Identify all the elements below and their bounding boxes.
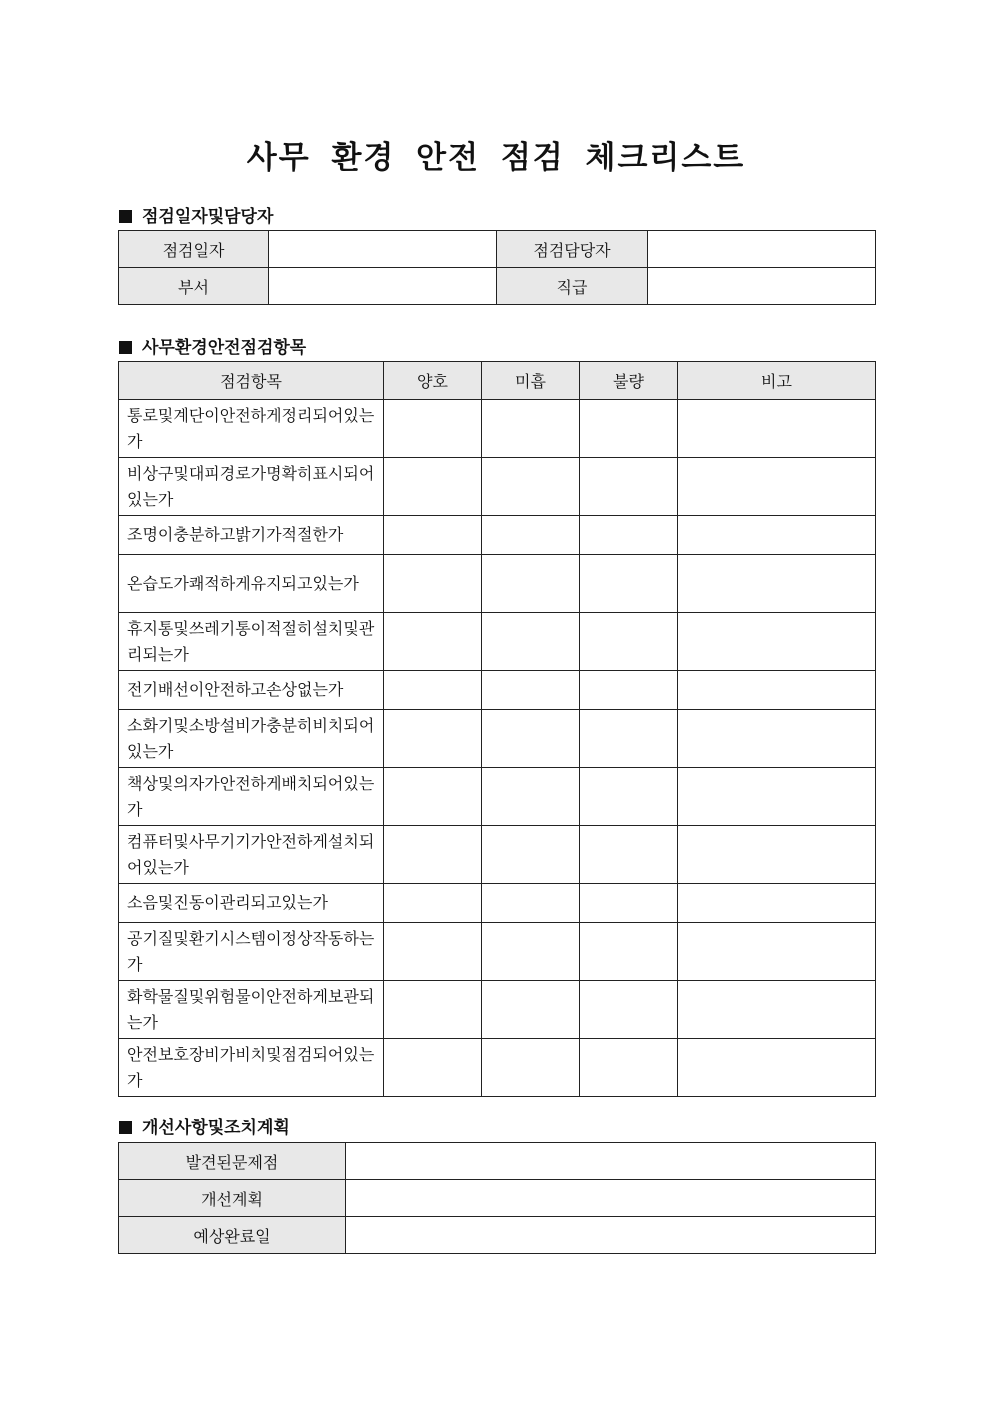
remarks-cell[interactable] — [678, 555, 876, 613]
poor-cell[interactable] — [580, 981, 678, 1039]
poor-cell[interactable] — [580, 768, 678, 826]
good-cell[interactable] — [384, 400, 482, 458]
insufficient-cell[interactable] — [482, 516, 580, 555]
position-label: 직급 — [497, 268, 648, 305]
remarks-cell[interactable] — [678, 981, 876, 1039]
good-cell[interactable] — [384, 671, 482, 710]
table-row — [119, 1039, 876, 1097]
insufficient-cell[interactable] — [482, 1039, 580, 1097]
section-heading-improvement — [119, 1113, 290, 1138]
insufficient-cell[interactable] — [482, 710, 580, 768]
table-row — [119, 884, 876, 923]
insufficient-cell[interactable] — [482, 458, 580, 516]
date-label: 점검일자 — [119, 231, 269, 268]
column-header-good: 양호 — [384, 362, 482, 400]
good-cell[interactable] — [384, 884, 482, 923]
inspector-label: 점검담당자 — [497, 231, 648, 268]
checklist-item: 통로및계단이안전하게정리되어있는가 — [119, 400, 384, 458]
checklist-item: 화학물질및위험물이안전하게보관되는가 — [119, 981, 384, 1039]
inspector-field[interactable] — [648, 231, 876, 268]
good-cell[interactable] — [384, 710, 482, 768]
checklist-item: 조명이충분하고밝기가적절한가 — [119, 516, 384, 555]
square-bullet-icon — [119, 210, 132, 223]
table-row — [119, 981, 876, 1039]
checklist-item: 책상및의자가안전하게배치되어있는가 — [119, 768, 384, 826]
table-row — [119, 671, 876, 710]
poor-cell[interactable] — [580, 671, 678, 710]
good-cell[interactable] — [384, 516, 482, 555]
poor-cell[interactable] — [580, 884, 678, 923]
checklist-item: 안전보호장비가비치및점검되어있는가 — [119, 1039, 384, 1097]
poor-cell[interactable] — [580, 516, 678, 555]
table-row — [119, 710, 876, 768]
remarks-cell[interactable] — [678, 458, 876, 516]
department-label: 부서 — [119, 268, 269, 305]
good-cell[interactable] — [384, 613, 482, 671]
info-table — [118, 230, 876, 305]
square-bullet-icon — [119, 341, 132, 354]
remarks-cell[interactable] — [678, 826, 876, 884]
department-field[interactable] — [269, 268, 497, 305]
poor-cell[interactable] — [580, 1039, 678, 1097]
good-cell[interactable] — [384, 981, 482, 1039]
poor-cell[interactable] — [580, 555, 678, 613]
good-cell[interactable] — [384, 458, 482, 516]
poor-cell[interactable] — [580, 710, 678, 768]
section-heading-text: 사무환경안전점검항목 — [142, 338, 307, 358]
checklist-item: 컴퓨터및사무기기가안전하게설치되어있는가 — [119, 826, 384, 884]
insufficient-cell[interactable] — [482, 923, 580, 981]
table-row — [119, 923, 876, 981]
poor-cell[interactable] — [580, 458, 678, 516]
checklist-item: 소음및진동이관리되고있는가 — [119, 884, 384, 923]
good-cell[interactable] — [384, 768, 482, 826]
column-header-remarks: 비고 — [678, 362, 876, 400]
issues-found-field[interactable] — [346, 1143, 876, 1180]
remarks-cell[interactable] — [678, 671, 876, 710]
remarks-cell[interactable] — [678, 516, 876, 555]
column-header-item: 점검항목 — [119, 362, 384, 400]
remarks-cell[interactable] — [678, 884, 876, 923]
poor-cell[interactable] — [580, 923, 678, 981]
checklist-item: 공기질및환기시스템이정상작동하는가 — [119, 923, 384, 981]
table-row — [119, 826, 876, 884]
remarks-cell[interactable] — [678, 613, 876, 671]
section-heading-text: 개선사항및조치계획 — [142, 1118, 290, 1138]
column-header-poor: 불량 — [580, 362, 678, 400]
section-heading-info — [119, 202, 273, 227]
remarks-cell[interactable] — [678, 1039, 876, 1097]
poor-cell[interactable] — [580, 400, 678, 458]
table-row — [119, 458, 876, 516]
improvement-plan-field[interactable] — [346, 1180, 876, 1217]
poor-cell[interactable] — [580, 826, 678, 884]
good-cell[interactable] — [384, 826, 482, 884]
date-field[interactable] — [269, 231, 497, 268]
good-cell[interactable] — [384, 923, 482, 981]
insufficient-cell[interactable] — [482, 400, 580, 458]
table-row — [119, 768, 876, 826]
checklist-item: 온습도가쾌적하게유지되고있는가 — [119, 555, 384, 613]
table-row — [119, 516, 876, 555]
section-heading-checklist — [119, 333, 306, 358]
insufficient-cell[interactable] — [482, 981, 580, 1039]
insufficient-cell[interactable] — [482, 671, 580, 710]
table-row — [119, 400, 876, 458]
checklist-table — [118, 361, 876, 1097]
insufficient-cell[interactable] — [482, 826, 580, 884]
table-row — [119, 613, 876, 671]
column-header-insufficient: 미흡 — [482, 362, 580, 400]
page-title: 사무 환경 안전 점검 체크리스트 — [246, 140, 746, 176]
insufficient-cell[interactable] — [482, 555, 580, 613]
checklist-item: 휴지통및쓰레기통이적절히설치및관리되는가 — [119, 613, 384, 671]
position-field[interactable] — [648, 268, 876, 305]
improvement-plan-label: 개선계획 — [119, 1180, 346, 1217]
expected-completion-label: 예상완료일 — [119, 1217, 346, 1254]
insufficient-cell[interactable] — [482, 884, 580, 923]
square-bullet-icon — [119, 1121, 132, 1134]
remarks-cell[interactable] — [678, 400, 876, 458]
good-cell[interactable] — [384, 1039, 482, 1097]
checklist-item: 전기배선이안전하고손상없는가 — [119, 671, 384, 710]
checklist-item: 비상구및대피경로가명확히표시되어있는가 — [119, 458, 384, 516]
remarks-cell[interactable] — [678, 768, 876, 826]
remarks-cell[interactable] — [678, 923, 876, 981]
remarks-cell[interactable] — [678, 710, 876, 768]
table-row — [119, 555, 876, 613]
checklist-item: 소화기및소방설비가충분히비치되어있는가 — [119, 710, 384, 768]
section-heading-text: 점검일자및담당자 — [142, 207, 274, 227]
poor-cell[interactable] — [580, 613, 678, 671]
expected-completion-field[interactable] — [346, 1217, 876, 1254]
insufficient-cell[interactable] — [482, 613, 580, 671]
issues-found-label: 발견된문제점 — [119, 1143, 346, 1180]
insufficient-cell[interactable] — [482, 768, 580, 826]
good-cell[interactable] — [384, 555, 482, 613]
improvement-table — [118, 1142, 876, 1254]
